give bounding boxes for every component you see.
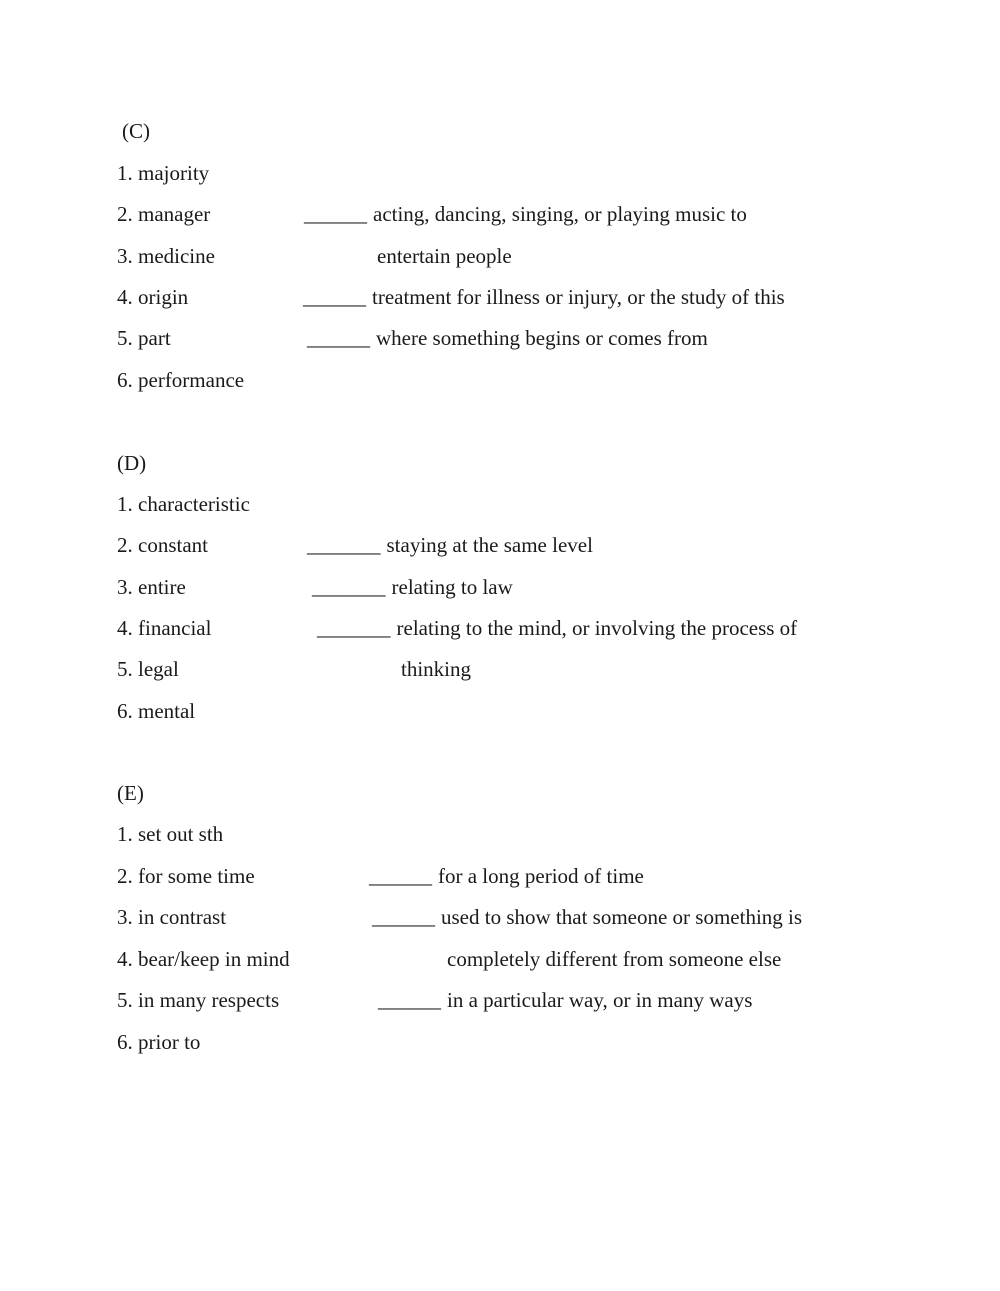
section-c-word-2: 2. manager <box>117 202 211 226</box>
section-e-definition-2 <box>372 905 802 929</box>
definition-text: in a particular way, or in many ways <box>447 988 753 1012</box>
definition-text: where something begins or comes from <box>376 326 708 350</box>
section-e-word-2: 2. for some time <box>117 864 255 888</box>
definition-text: relating to law <box>391 575 513 599</box>
section-c-word-6: 6. performance <box>117 368 245 392</box>
definition-text: relating to the mind, or involving the process of <box>396 616 798 640</box>
section-d-word-4: 4. financial <box>117 616 212 640</box>
definition-text: acting, dancing, singing, or playing music to <box>373 202 747 226</box>
section-e-definition-1 <box>369 864 644 888</box>
section-d-definition-2 <box>312 575 513 599</box>
section-c-word-5: 5. part <box>117 326 171 350</box>
section-d-definition-1 <box>307 533 593 557</box>
section-c-definition-3 <box>307 326 708 350</box>
section-e-word-3: 3. in contrast <box>117 905 227 929</box>
section-c-definition-2 <box>303 285 785 309</box>
section-e-word-1: 1. set out sth <box>117 822 224 846</box>
answer-blank[interactable]: ______ <box>372 905 435 929</box>
section-d-word-5: 5. legal <box>117 657 179 681</box>
section-e-word-4: 4. bear/keep in mind <box>117 947 290 971</box>
section-e-word-6: 6. prior to <box>117 1030 201 1054</box>
answer-blank[interactable]: _______ <box>312 575 386 599</box>
section-e-definition-3 <box>378 988 752 1012</box>
section-d-word-1: 1. characteristic <box>117 492 250 516</box>
answer-blank[interactable]: ______ <box>307 326 370 350</box>
section-d-heading: (D) <box>117 451 147 475</box>
answer-blank[interactable]: _______ <box>317 616 391 640</box>
section-d-word-3: 3. entire <box>117 575 186 599</box>
definition-text: treatment for illness or injury, or the study of this <box>372 285 785 309</box>
section-d-definition-3 <box>317 616 797 640</box>
definition-text: staying at the same level <box>386 533 593 557</box>
section-c-word-3: 3. medicine <box>117 244 215 268</box>
answer-blank[interactable]: _______ <box>307 533 381 557</box>
definition-text: used to show that someone or something is <box>441 905 803 929</box>
section-c-definition-1 <box>304 202 747 226</box>
answer-blank[interactable]: ______ <box>303 285 366 309</box>
section-e-definition-2-cont: completely different from someone else <box>447 947 782 971</box>
section-c-definition-1-cont: entertain people <box>377 244 512 268</box>
section-d-word-2: 2. constant <box>117 533 208 557</box>
section-c-heading: (C) <box>122 119 150 143</box>
section-d-definition-3-cont: thinking <box>401 657 472 681</box>
answer-blank[interactable]: ______ <box>378 988 441 1012</box>
definition-text: for a long period of time <box>438 864 644 888</box>
section-d-word-6: 6. mental <box>117 699 196 723</box>
answer-blank[interactable]: ______ <box>304 202 367 226</box>
section-c-word-1: 1. majority <box>117 161 210 185</box>
section-c-word-4: 4. origin <box>117 285 189 309</box>
section-e-heading: (E) <box>117 781 144 805</box>
section-e-word-5: 5. in many respects <box>117 988 280 1012</box>
answer-blank[interactable]: ______ <box>369 864 432 888</box>
